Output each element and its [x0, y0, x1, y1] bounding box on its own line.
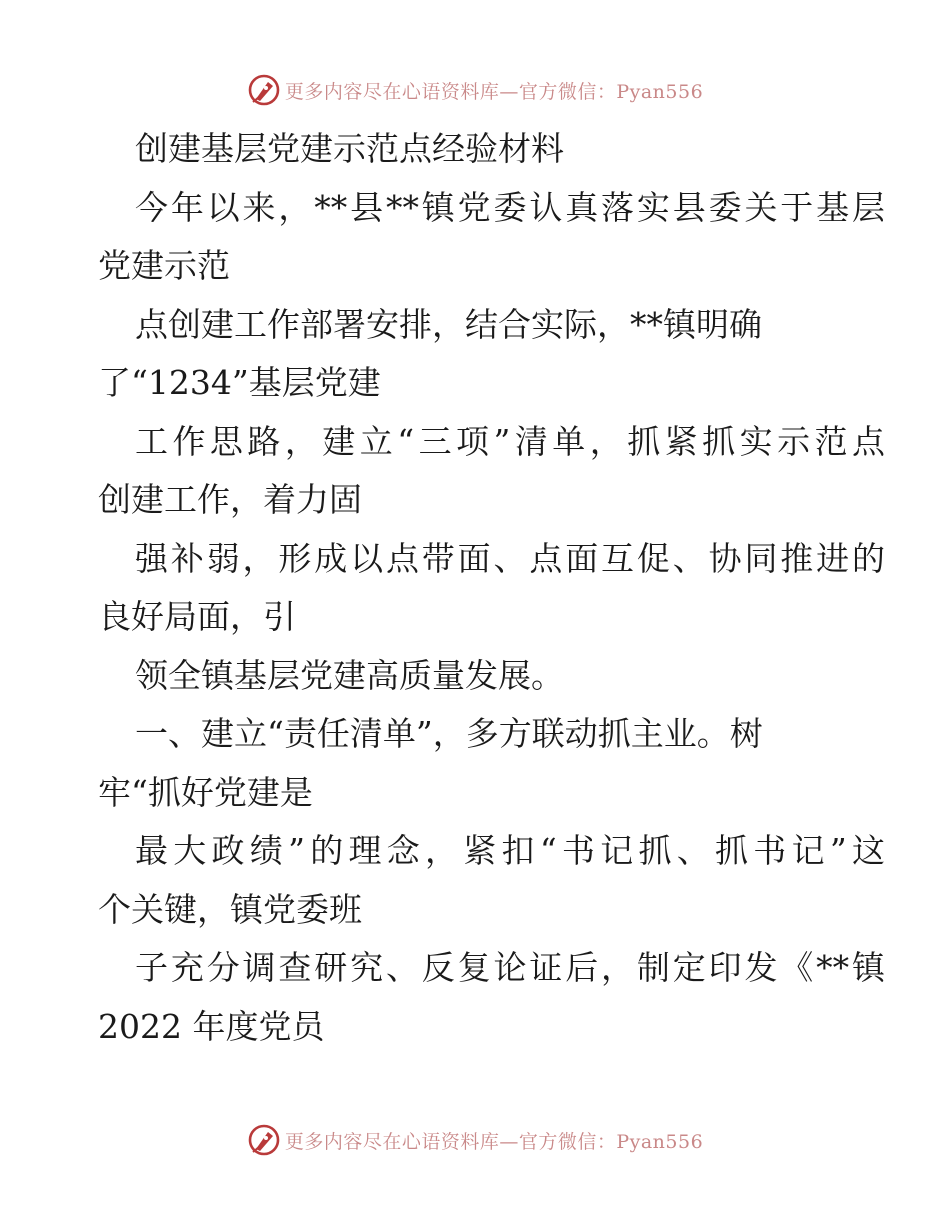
paragraph-line: 创建工作，着力固 [98, 480, 362, 519]
paragraph-line: 今年以来，**县**镇党委认真落实县委关于基层 [135, 187, 885, 227]
pen-nib-logo-icon [247, 1123, 281, 1157]
paragraph-line: 牢“抓好党建是 [98, 772, 313, 812]
paragraph-line: 强补弱，形成以点带面、点面互促、协同推进的 [135, 538, 885, 578]
section-heading-line: 一、建立“责任清单”，多方联动抓主业。树 [135, 714, 763, 753]
document-body [98, 120, 885, 1056]
paragraph-line: 最大政绩”的理念，紧扣“书记抓、抓书记”这 [135, 831, 885, 870]
paragraph-line: 点创建工作部署安排，结合实际，**镇明确 [135, 304, 762, 344]
paragraph-line: 良好局面，引 [98, 597, 296, 636]
paragraph-line: 2022 年度党员 [98, 1006, 325, 1046]
paragraph-line: 子充分调查研究、反复论证后，制定印发《**镇 [135, 948, 885, 987]
paragraph-line: 个关键，镇党委班 [98, 889, 362, 929]
paragraph-line: 工作思路，建立“三项”清单，抓紧抓实示范点 [135, 421, 885, 461]
paragraph-line: 党建示范 [98, 246, 230, 285]
watermark-text: 更多内容尽在心语资料库—官方微信：Pyan556 [284, 1130, 704, 1153]
watermark-text: 更多内容尽在心语资料库—官方微信：Pyan556 [284, 80, 704, 103]
paragraph-line: 领全镇基层党建高质量发展。 [135, 655, 564, 695]
header-watermark [0, 70, 950, 110]
paragraph-line: 了“1234”基层党建 [98, 363, 381, 402]
pen-nib-logo-icon [247, 73, 281, 107]
footer-watermark [0, 1120, 950, 1160]
document-title: 创建基层党建示范点经验材料 [135, 129, 564, 168]
